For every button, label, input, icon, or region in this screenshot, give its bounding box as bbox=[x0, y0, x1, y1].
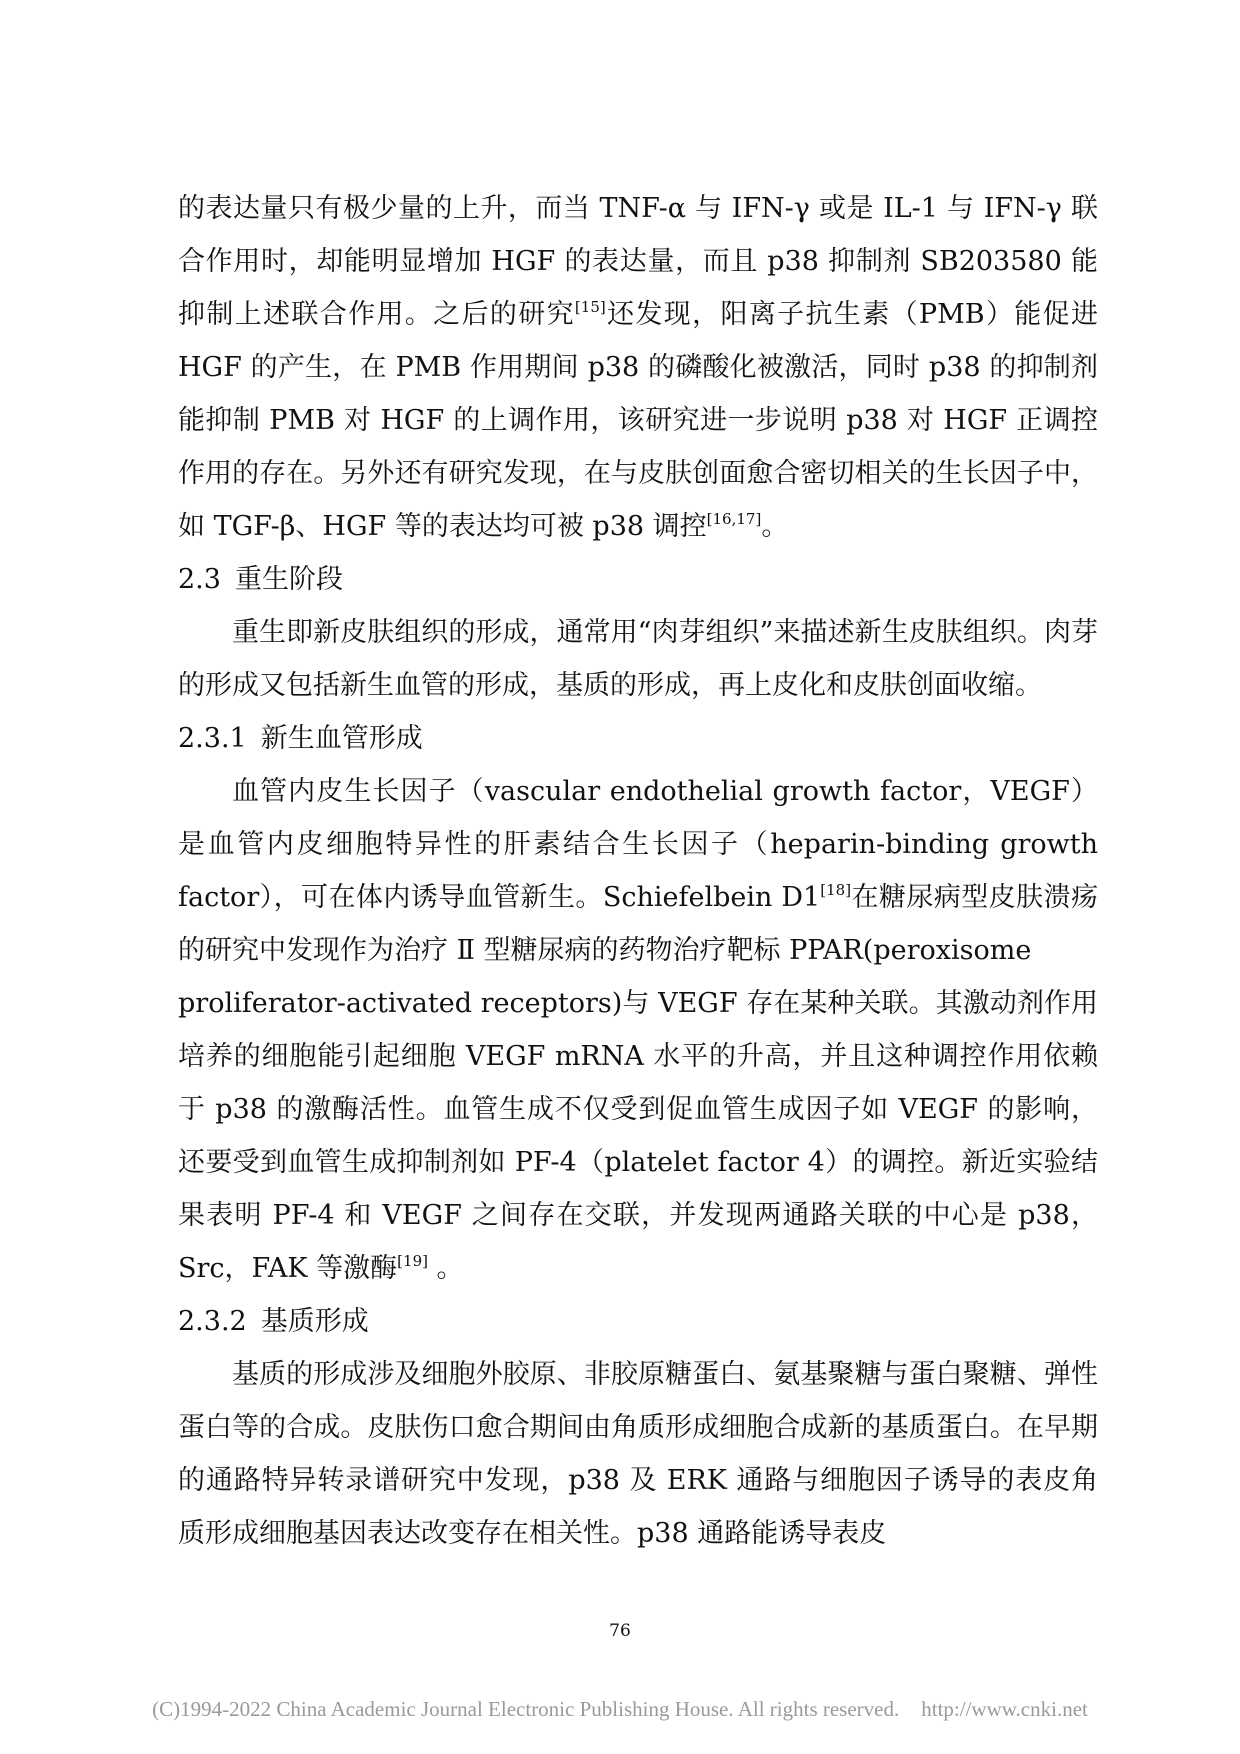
section-number: 2.3 bbox=[178, 564, 221, 595]
paragraph-text: 还发现，阳离子抗生素（PMB）能促进 HGF 的产生，在 PMB 作用期间 p38 的磷酸化被激活，同时 p38 的抑制剂能抑制 PMB 对 HGF 的上调作用，该研究进一步说明 p38 对 HGF 正调控作用的存在。另外还有研究发现，在与皮肤创面愈合密切相关的生长因子中，如 TGF-β、HGF 等的表达均可被 p38 调控 bbox=[178, 299, 1098, 542]
paragraph-text: 。 bbox=[427, 1253, 464, 1284]
paragraph-angiogenesis-b bbox=[178, 977, 1098, 1295]
citation-ref[interactable]: [19] bbox=[397, 1252, 428, 1270]
page-number: 76 bbox=[609, 1621, 631, 1641]
section-number: 2.3.2 bbox=[178, 1306, 247, 1337]
copyright-footer bbox=[0, 1697, 1240, 1722]
paragraph-matrix-formation: 基质的形成涉及细胞外胶原、非胶原糖蛋白、氨基聚糖与蛋白聚糖、弹性蛋白等的合成。皮肤伤口愈合期间由角质形成细胞合成新的基质蛋白。在早期的通路特异转录谱研究中发现，p38 及 ERK 通路与细胞因子诱导的表皮角质形成细胞基因表达改变存在相关性。p38 通路能诱导表皮 bbox=[178, 1359, 1098, 1549]
section-heading-2-3-2 bbox=[178, 1295, 1098, 1348]
paragraph-text: 血管内皮生长因子（vascular endothelial growth factor，VEGF）是血管内皮细胞特异性的肝素结合生长因子（heparin-binding growth factor），可在体内诱导血管新生。Schiefelbein D1 bbox=[178, 776, 1098, 913]
paragraph-text: proliferator-activated receptors)与 VEGF 存在某种关联。其激动剂作用培养的细胞能引起细胞 VEGF mRNA 水平的升高，并且这种调控作用依赖于 p38 的激酶活性。血管生成不仅受到促血管生成因子如 VEGF 的影响，还要受到血管生成抑制剂如 PF-4（platelet factor 4）的调控。新近实验结果表明 PF-4 和 VEGF 之间存在交联，并发现两通路关联的中心是 p38，Src，FAK 等激酶 bbox=[178, 988, 1098, 1284]
paragraph-regeneration: 重生即新皮肤组织的形成，通常用“肉芽组织”来描述新生皮肤组织。肉芽的形成又包括新生血管的形成，基质的形成，再上皮化和皮肤创面收缩。 bbox=[178, 617, 1098, 701]
paragraph-hgf-regulation bbox=[178, 182, 1098, 553]
footer-url-link[interactable]: http://www.cnki.net bbox=[921, 1697, 1088, 1721]
paragraph-text: 的表达量只有极少量的上升，而当 TNF-α 与 IFN-γ 或是 IL-1 与 IFN-γ 联合作用时，却能明显增加 HGF 的表达量，而且 p38 抑制剂 SB203580 能抑制上述联合作用。之后的研究 bbox=[178, 193, 1098, 330]
citation-ref[interactable]: [18] bbox=[820, 881, 852, 899]
section-title: 重生阶段 bbox=[234, 564, 343, 595]
citation-ref[interactable]: [16,17] bbox=[706, 510, 762, 528]
paragraph-angiogenesis-a bbox=[178, 765, 1098, 977]
section-title: 新生血管形成 bbox=[260, 723, 423, 754]
paragraph-text: 在糖尿病型皮肤溃疡的研究中发现作为治疗 Ⅱ 型糖尿病的药物治疗靶标 PPAR(peroxisome bbox=[178, 882, 1099, 966]
section-number: 2.3.1 bbox=[178, 723, 247, 754]
paragraph-text: 。 bbox=[761, 511, 789, 542]
section-heading-2-3-1 bbox=[178, 712, 1098, 765]
copyright-text: (C)1994-2022 China Academic Journal Electronic Publishing House. All rights reserved. bbox=[152, 1697, 900, 1721]
citation-ref[interactable]: [15] bbox=[574, 298, 606, 316]
body-text bbox=[178, 182, 1098, 1560]
section-title: 基质形成 bbox=[260, 1306, 369, 1337]
section-heading-2-3 bbox=[178, 553, 1098, 606]
